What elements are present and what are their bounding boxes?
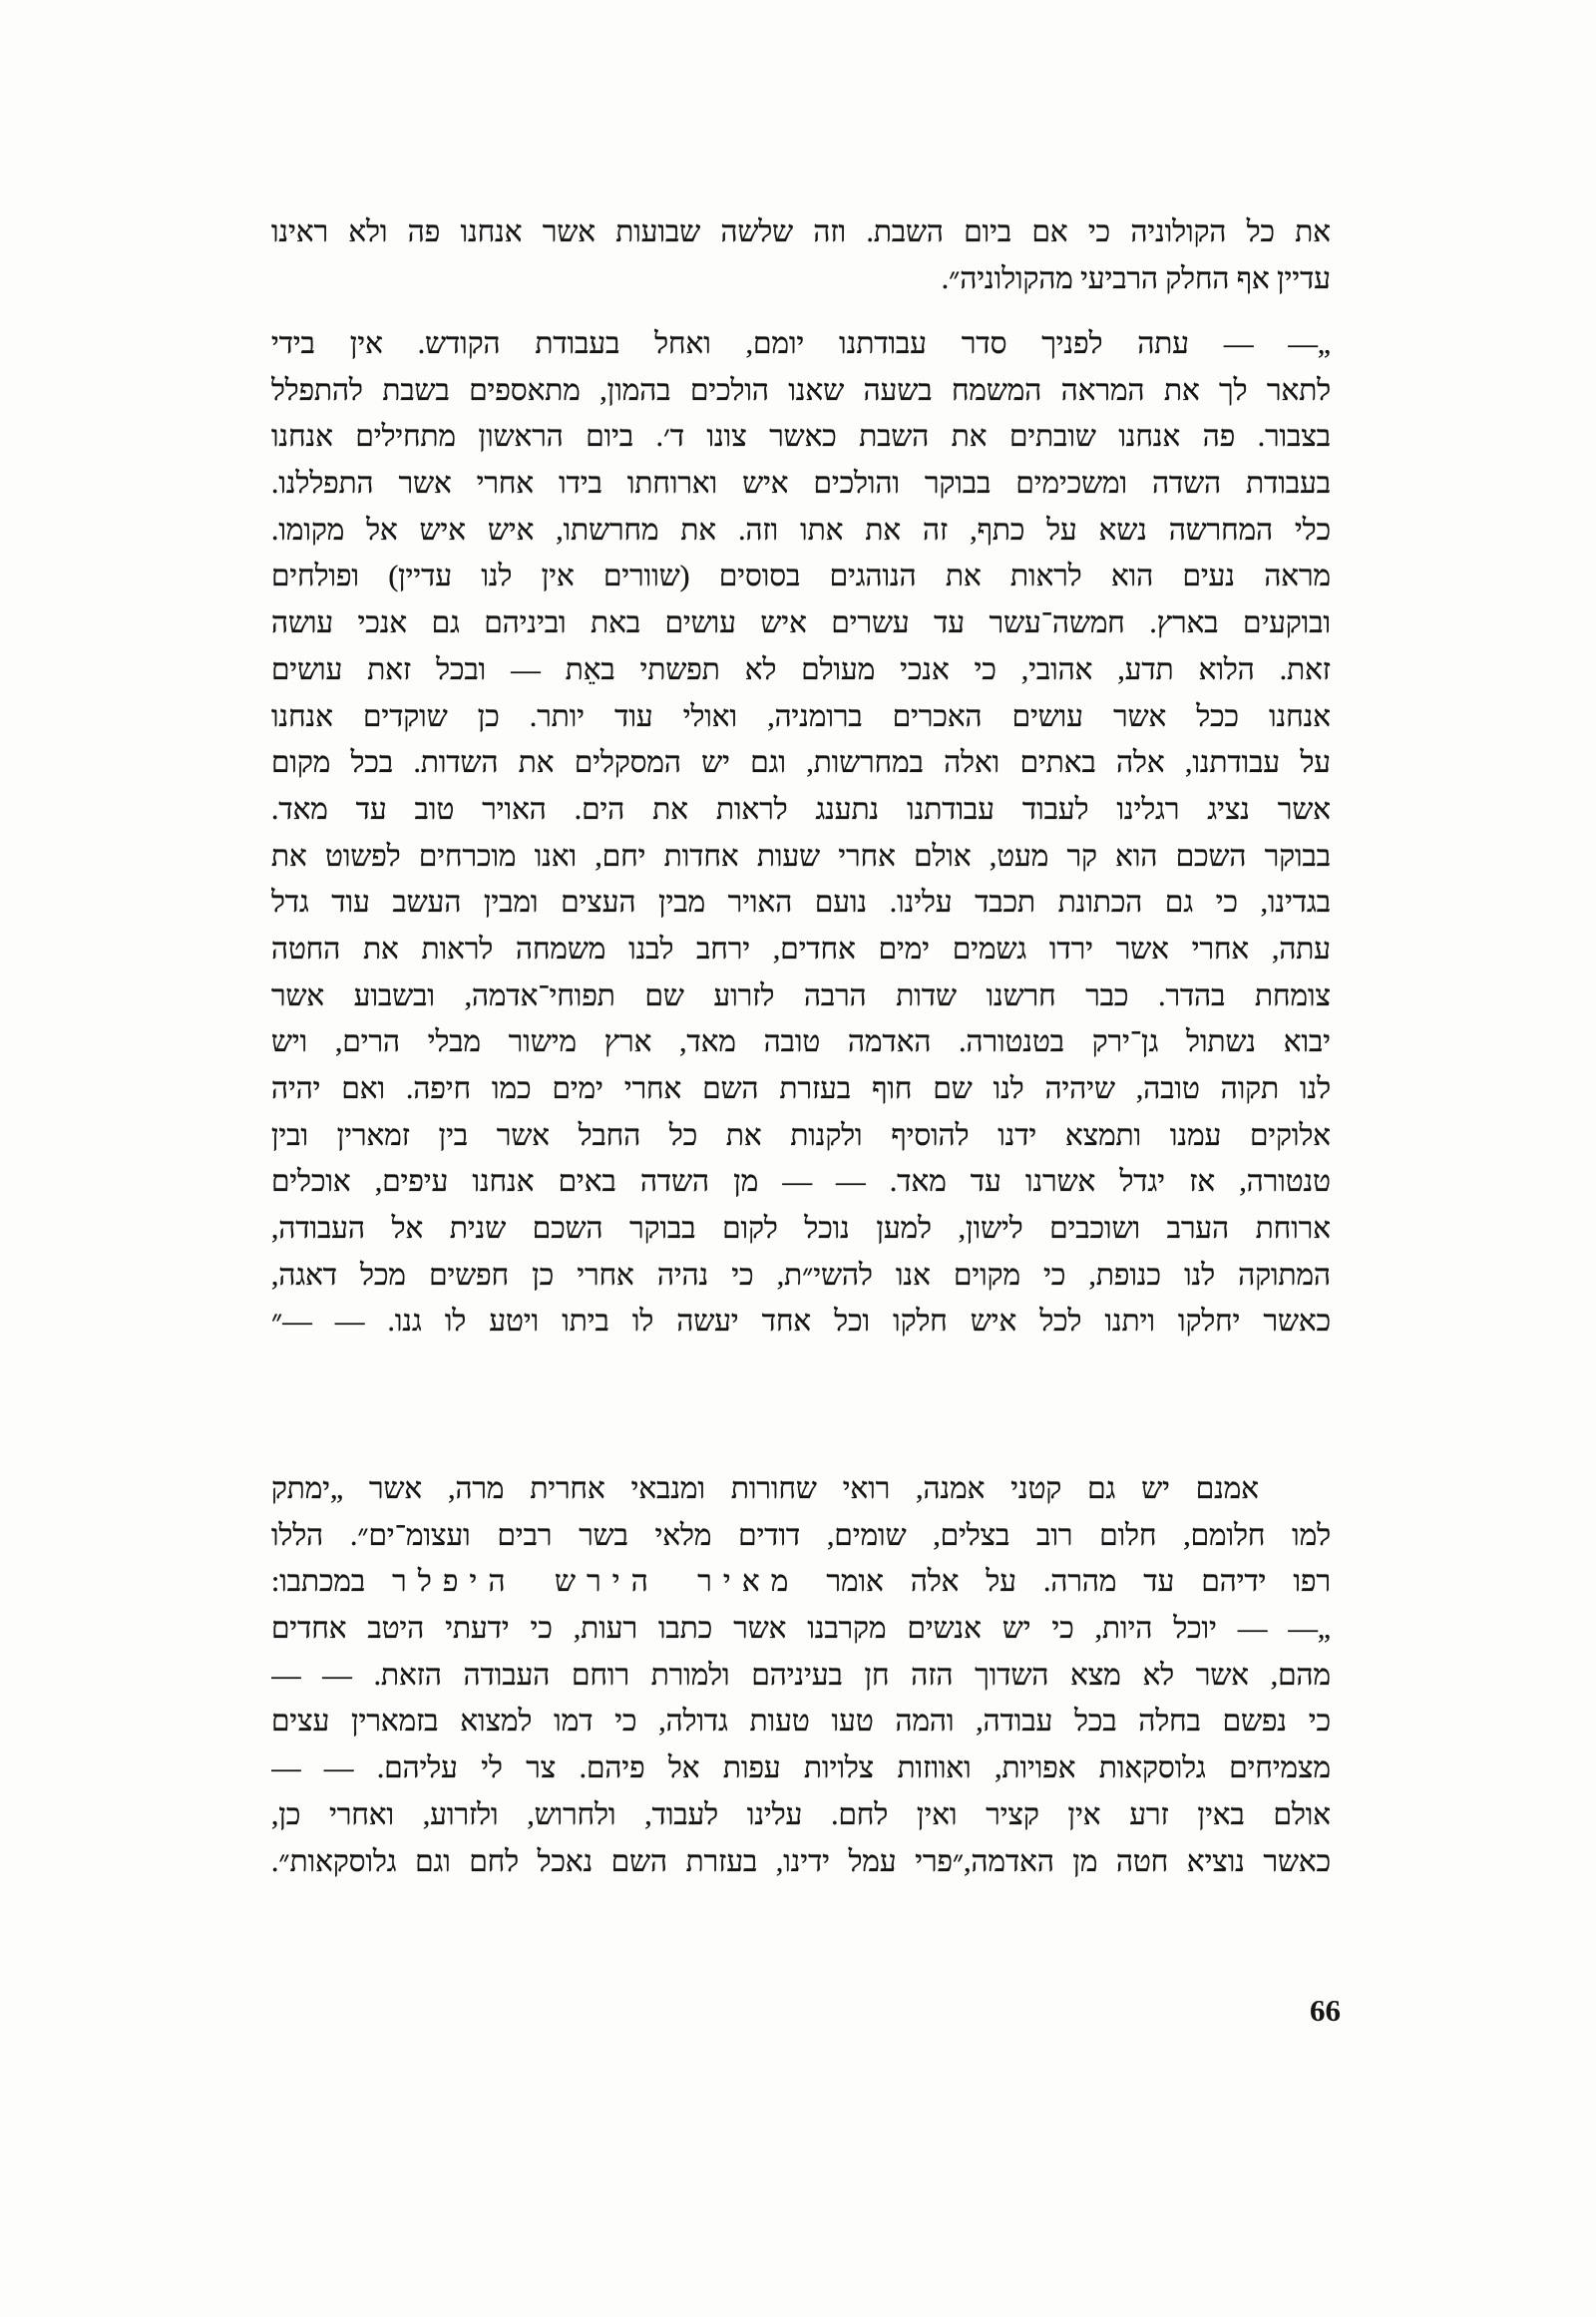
text-line: עדיין אף החלק הרביעי מהקולוניה״. [941,262,1331,295]
text-segment: במכתבו: [271,1566,366,1599]
text-line: לתאר לך את המראה המשמח בשעה שאנו הולכים בהמון, מתאספים בשבת להתפלל [271,374,1331,407]
text-line: יבוא נשתול גן־ירק בטנטורה. האדמה טובה מאד, ארץ מישור מבלי הרים, ויש [271,1026,1331,1059]
text-line: בעבודת השדה ומשכימים בבוקר והולכים איש וארוחתו בידו אחרי אשר התפללנו. [271,468,1331,501]
text-line: זאת. הלוא תדע, אהובי, כי אנכי מעולם לא תפשתי באֵת — ובכל זאת עושים [271,653,1331,686]
text-line: את כל הקולוניה כי אם ביום השבת. וזה שלשה שבועות אשר אנחנו פה ולא ראינו [271,216,1331,248]
text-line: בצבור. פה אנחנו שובתים את השבת כאשר צונו ד׳. ביום הראשון מתחילים אנחנו [271,421,1331,454]
text-line [271,1559,1331,1606]
text-line: מצמיחים גלוסקאות אפויות, ואווזות צלויות עפות אל פיהם. צר לי עליהם. — — [271,1752,1331,1785]
text-line: כלי המחרשה נשא על כתף, זה את אתו וזה. את מחרשתו, איש איש אל מקומו. [271,514,1331,547]
text-line: אולם באין זרע אין קציר ואין לחם. עלינו לעבוד, ולחרוש, ולזרוע, ואחרי כן, [271,1798,1331,1831]
text-line: „— — יוכל היות, כי יש אנשים מקרבנו אשר כתבו רעות, כי ידעתי היטב אחדים [271,1613,1331,1646]
text-line: ארוחת הערב ושוכבים לישון, למען נוכל לקום בבוקר השכם שנית אל העבודה, [271,1213,1331,1246]
paragraph-2 [271,321,1331,1346]
text-line: כאשר נוציא חטה מן האדמה,״פרי עמל ידינו, בעזרת השם נאכל לחם וגם גלוסקאות״. [271,1845,1331,1878]
text-line: אלוקים עמנו ותמצא ידנו להוסיף ולקנות את כל החבל אשר בין זמארין ובין [271,1119,1331,1152]
text-line: עתה, אחרי אשר ירדו גשמים ימים אחדים, ירחב לבנו משמחה לראות את החטה [271,933,1331,965]
text-line: אמנם יש גם קטני אמנה, רואי שחורות ומנבאי אחרית מרה, אשר „ימתק [271,1473,1259,1505]
text-line: כי נפשם בחלה בכל עבודה, והמה טעו טעות גדולה, כי דמו למצוא בזמארין עצים [271,1706,1331,1738]
text-line: על עבודתנו, אלה באתים ואלה במחרשות, וגם יש המסקלים את השדות. בכל מקום [271,747,1331,780]
text-line: „— — עתה לפניך סדר עבודתנו יומם, ואחל בעבודת הקודש. אין בידי [271,328,1331,360]
text-line: ובוקעים בארץ. חמשה־עשר עד עשרים איש עושים באת וביניהם גם אנכי עושה [271,607,1331,640]
text-line: אשר נציג רגלינו לעבוד עבודתנו נתענג לראות את הים. האויר טוב עד מאד. [271,793,1331,826]
page-number: 66 [1310,1993,1341,2028]
text-line: טנטורה, אז יגדל אשרנו עד מאד. — — מן השדה באים אנחנו עיפים, אוכלים [271,1166,1331,1199]
text-line: מראה נעים הוא לראות את הנוהגים בסוסים (שוורים אין לנו עדיין) ופולחים [271,561,1331,593]
text-line: מהם, אשר לא מצא השדוך הזה חן בעיניהם ולמורת רוחם העבודה הזאת. — — [271,1659,1331,1692]
text-line: למו חלומם, חלום רוב בצלים, שומים, דודים מלאי בשר רבים ועצומ־ים״. הללו [271,1519,1331,1552]
text-line: בגדינו, כי גם הכתונת תכבד עלינו. נועם האויר מבין העצים ומבין העשב עוד גדל [271,887,1331,920]
text-line: כאשר יחלקו ויתנו לכל איש חלקו וכל אחד יעשה לו ביתו ויטע לו גנו. — —״ [271,1306,1331,1339]
text-line: צומחת בהדר. כבר חרשנו שדות הרבה לזרוע שם תפוחי־אדמה, ובשבוע אשר [271,979,1331,1012]
text-segment: רפו ידיהם עד מהרה. על אלה אומר [826,1566,1331,1599]
author-name-spaced: מאיר הירש היפלר [392,1566,800,1599]
text-line: אנחנו ככל אשר עושים האכרים ברומניה, ואולי עוד יותר. כן שוקדים אנחנו [271,700,1331,733]
text-line: המתוקה לנו כנופת, כי מקוים אנו להשי״ת, כי נהיה אחרי כן חפשים מכל דאגה, [271,1259,1331,1292]
paragraph-3 [271,1466,1331,1885]
text-line: בבוקר השכם הוא קר מעט, אולם אחרי שעות אחדות יחם, ואנו מוכרחים לפשוט את [271,840,1331,873]
paragraph-1 [271,209,1331,302]
text-line: לנו תקוה טובה, שיהיה לנו שם חוף בעזרת השם אחרי ימים כמו חיפה. ואם יהיה [271,1073,1331,1105]
